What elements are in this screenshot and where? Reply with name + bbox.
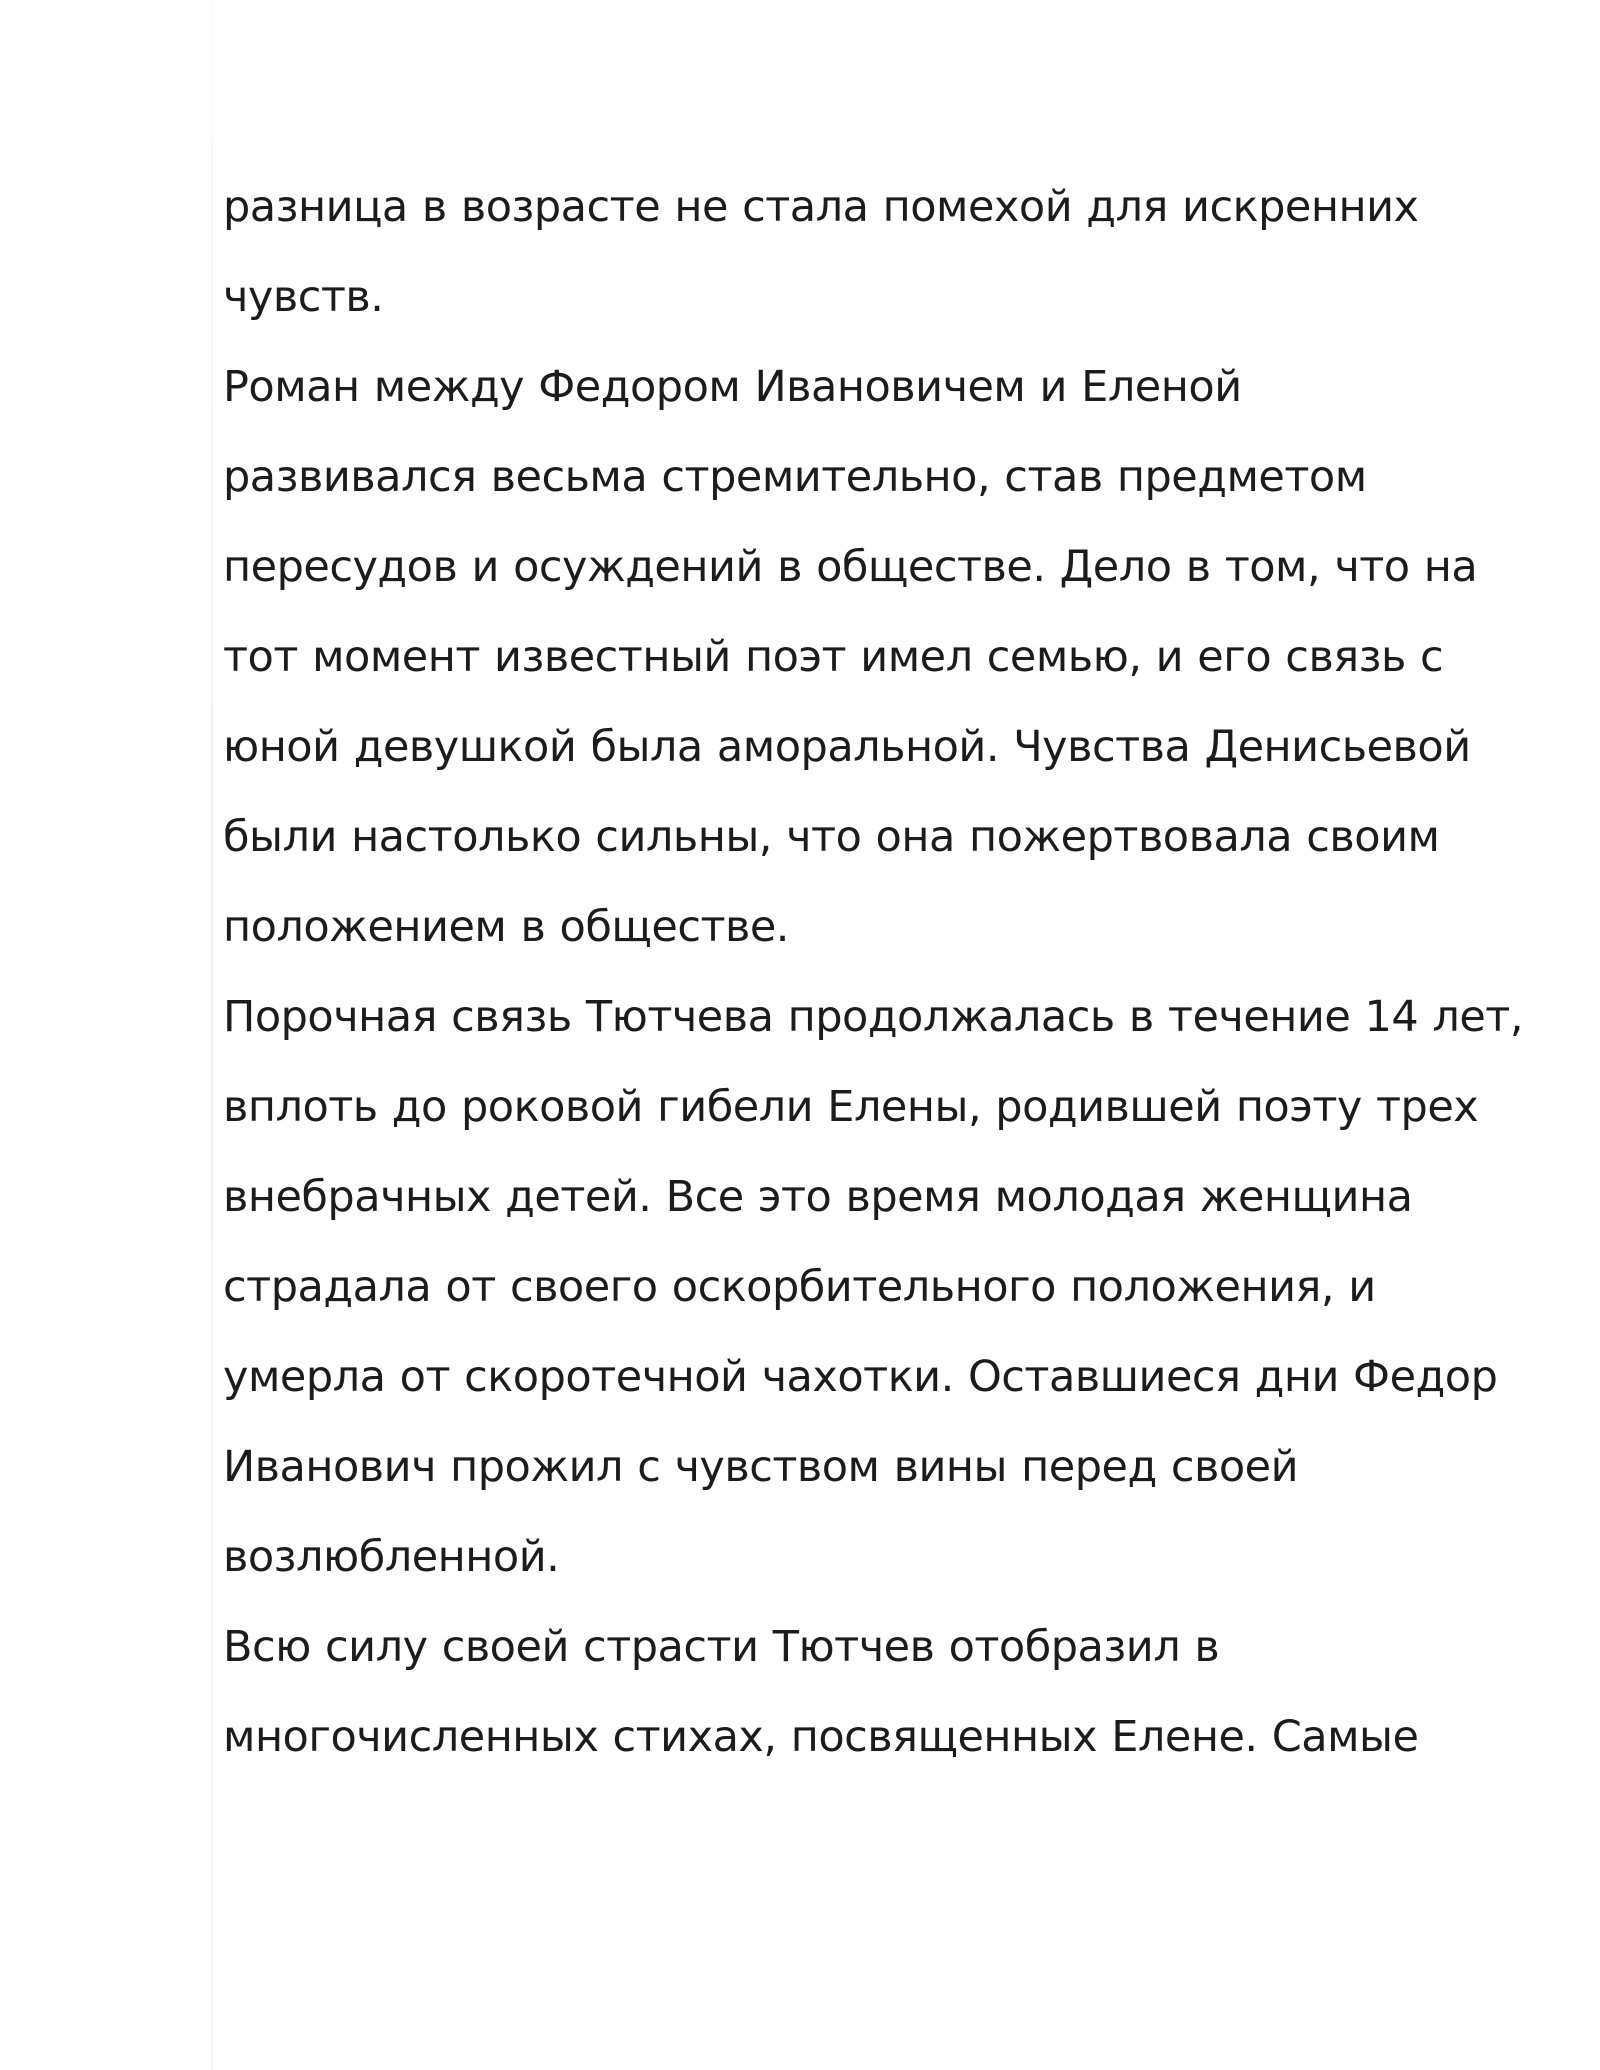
text-line: вплоть до роковой гибели Елены, родившей поэту трех bbox=[223, 1082, 1479, 1132]
text-line: многочисленных стихах, посвященных Елене. Самые bbox=[223, 1712, 1419, 1762]
text-line: разница в возрасте не стала помехой для искренних bbox=[223, 182, 1419, 232]
text-line: умерла от скоротечной чахотки. Оставшиеся дни Федор bbox=[223, 1352, 1498, 1402]
article-text bbox=[223, 162, 1523, 1782]
text-line: Порочная связь Тютчева продолжалась в течение 14 лет, bbox=[223, 992, 1524, 1042]
text-line: внебрачных детей. Все это время молодая женщина bbox=[223, 1172, 1413, 1222]
text-line: Иванович прожил с чувством вины перед своей bbox=[223, 1442, 1299, 1492]
page-shadow-edge bbox=[211, 0, 213, 2070]
text-line: развивался весьма стремительно, став предметом bbox=[223, 452, 1367, 502]
text-line: страдала от своего оскорбительного положения, и bbox=[223, 1262, 1376, 1312]
text-line: положением в обществе. bbox=[223, 902, 789, 952]
text-line: пересудов и осуждений в обществе. Дело в том, что на bbox=[223, 542, 1478, 592]
text-line: Роман между Федором Ивановичем и Еленой bbox=[223, 362, 1242, 412]
text-line: возлюбленной. bbox=[223, 1532, 560, 1582]
text-line: чувств. bbox=[223, 272, 384, 322]
text-line: были настолько сильны, что она пожертвовала своим bbox=[223, 812, 1440, 862]
text-line: Всю силу своей страсти Тютчев отобразил в bbox=[223, 1622, 1220, 1672]
text-line: юной девушкой была аморальной. Чувства Денисьевой bbox=[223, 722, 1471, 772]
text-line: тот момент известный поэт имел семью, и его связь с bbox=[223, 632, 1444, 682]
